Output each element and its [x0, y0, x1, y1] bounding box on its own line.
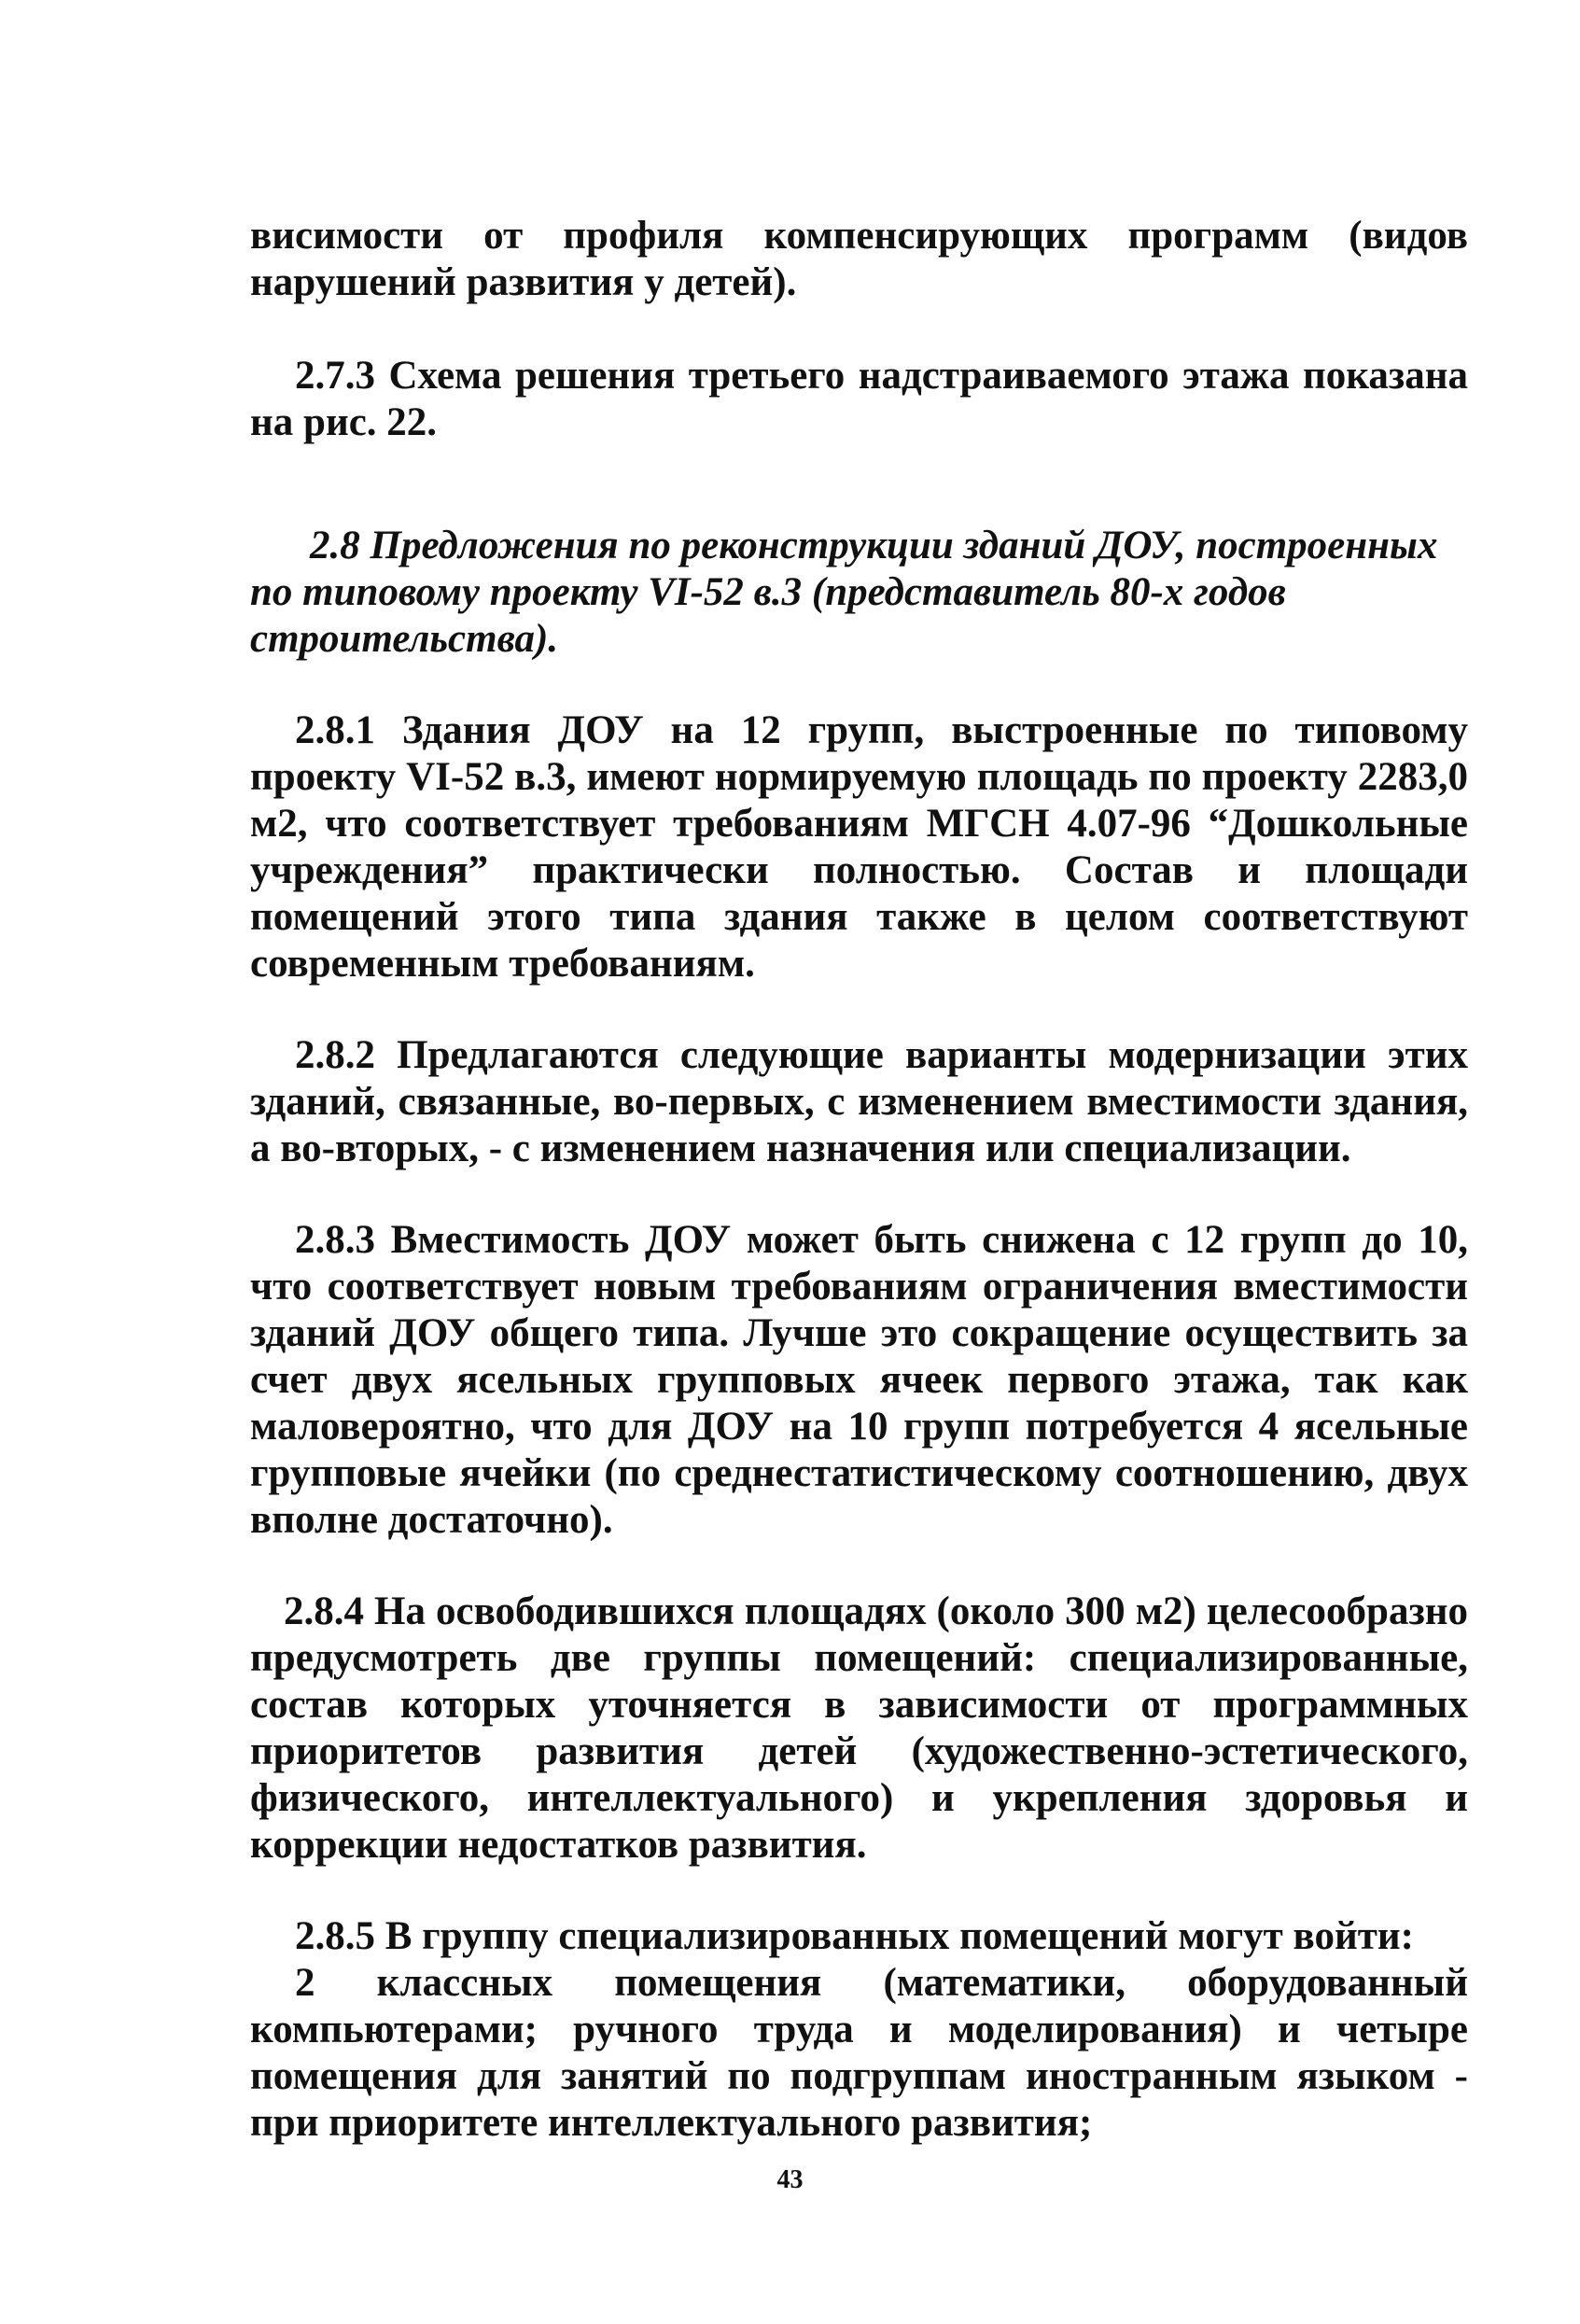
section-heading-2-8: 2.8 Предложения по реконструкции зданий ДОУ, построенных по типовому проекту VI-52 в.3 (представитель 80-х годов строительства). [250, 524, 1438, 661]
paragraph-2-7-3: 2.7.3 Схема решения третьего надстраиваемого этажа показана на рис. 22. [250, 354, 1468, 444]
paragraph-continuation: висимости от профиля компенсирующих программ (видов нарушений развития у детей). [250, 214, 1468, 304]
paragraph-2-8-4: 2.8.4 На освободившихся площадях (около 300 м2) целесообразно предусмотреть две группы помещений: специализированные, состав которых уточняется в зависимости от программных приоритетов развития детей (художественно-эстетического, физического, интеллектуального) и укрепления здоровья и коррекции недостатков развития. [250, 1589, 1468, 1867]
paragraph-2-8-5: 2.8.5 В группу специализированных помещений могут войти: [295, 1914, 1414, 1958]
paragraph-2-8-1: 2.8.1 Здания ДОУ на 12 групп, выстроенные по типовому проекту VI-52 в.3, имеют нормируемую площадь по проекту 2283,0 м2, что соответствует требованиям МГСН 4.07-96 “Дошкольные учреждения” практически полностью. Состав и площади помещений этого типа здания также в целом соответствуют современным требованиям. [250, 708, 1468, 986]
paragraph-2-8-5-item: 2 классных помещения (математики, оборудованный компьютерами; ручного труда и моделирования) и четыре помещения для занятий по подгруппам иностранным языком - при приоритете интеллектуального развития; [250, 1961, 1468, 2145]
paragraph-2-8-2: 2.8.2 Предлагаются следующие варианты модернизации этих зданий, связанные, во-первых, с изменением вместимости здания, а во-вторых, - с изменением назначения или специализации. [250, 1033, 1468, 1170]
page-number: 43 [776, 2165, 804, 2194]
text-column [250, 213, 1468, 2147]
paragraph-2-8-3: 2.8.3 Вместимость ДОУ может быть снижена с 12 групп до 10, что соответствует новым требованиям ограничения вместимости зданий ДОУ общего типа. Лучше это сокращение осуществить за счет двух ясельных групповых ячеек первого этажа, так как маловероятно, что для ДОУ на 10 групп потребуется 4 ясельные групповые ячейки (по среднестатистическому соотношению, двух вполне достаточно). [250, 1218, 1468, 1542]
